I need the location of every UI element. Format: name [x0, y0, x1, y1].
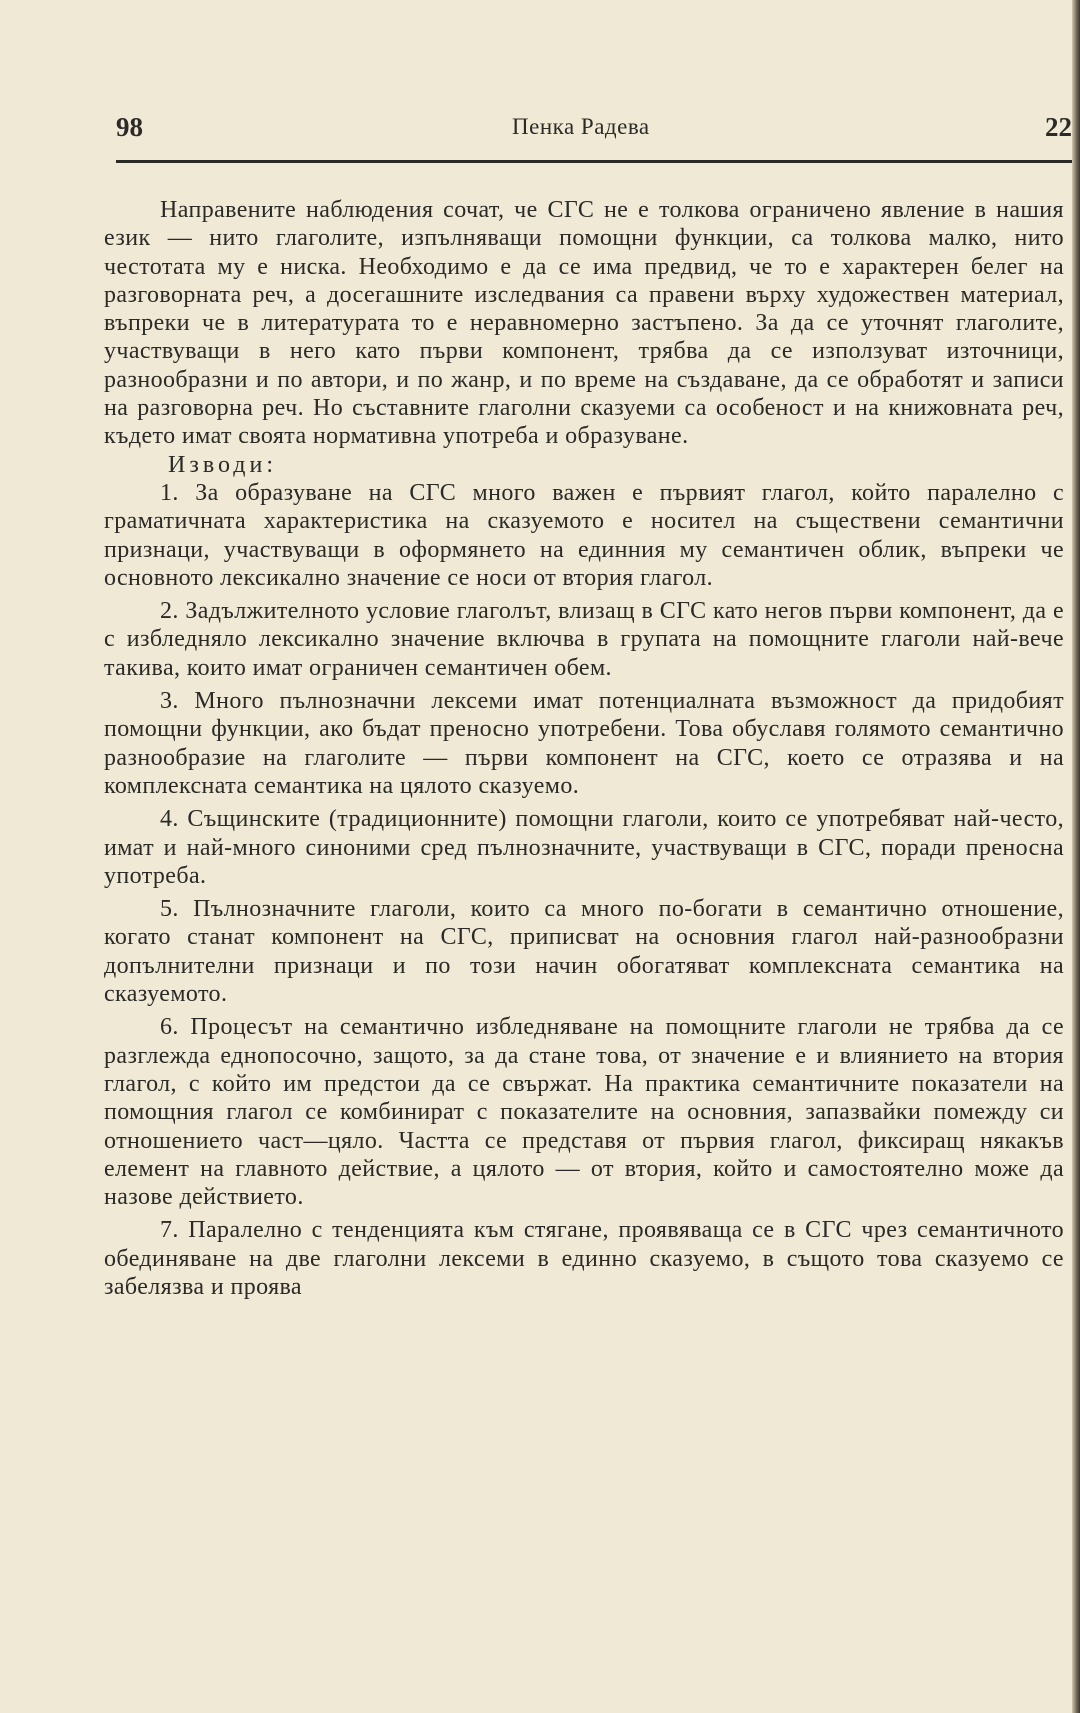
- conclusion-point-3: 3. Много пълнозначни лексеми имат потенциалната възможност да придобият помощни функции, ако бъдат преносно употребени. Това обуславя голямото семантично разнообразие на глаголите — първи компонент на СГС, което се отразява и на комплексната семантика на цялото сказуемо.: [104, 688, 1064, 799]
- header-rule: [116, 160, 1072, 163]
- corner-number: 22: [1045, 112, 1072, 142]
- conclusion-point-6: 6. Процесът на семантично избледняване на помощните глаголи не трябва да се разглежда еднопосочно, защото, за да стане това, от значение е и влиянието на втория глагол, с който им предстои да се свържат. На практика семантичните показатели на помощния глагол се комбинират с показателите на основния, запазвайки помежду си отношението част—цяло. Частта се представя от първия глагол, фиксиращ някакъв елемент на главното действие, а цялото — от втория, който и самостоятелно може да назове действието.: [104, 1014, 1064, 1211]
- conclusion-point-7: 7. Паралелно с тенденцията към стягане, проявяваща се в СГС чрез семантичното обединяване на две глаголни лексеми в единно сказуемо, в същото това сказуемо се забелязва и проява: [104, 1217, 1064, 1300]
- running-title: Пенка Радева: [512, 114, 650, 139]
- conclusion-point-4: 4. Същинските (традиционните) помощни глаголи, които се употребяват най-често, имат и най-много синоними сред пълнозначните, участвуващи в СГС, поради преносна употреба.: [104, 806, 1064, 889]
- conclusion-point-5: 5. Пълнозначните глаголи, които са много по-богати в семантично отношение, когато станат компонент на СГС, приписват на основния глагол най-разнообразни допълнителни признаци и по този начин обогатяват комплексната семантика на сказуемото.: [104, 896, 1064, 1008]
- conclusion-point-1: 1. За образуване на СГС много важен е първият глагол, който паралелно с граматичната характеристика на сказуемото е носител на съществени семантични признаци, участвуващи в оформянето на единния му семантичен облик, въпреки че основното лексикално значение се носи от втория глагол.: [104, 479, 1064, 591]
- page-number: 98: [116, 112, 143, 142]
- body-text: [104, 196, 1064, 1301]
- page-edge-shadow: [1072, 0, 1080, 1713]
- conclusion-point-2: 2. Задължителното условие глаголът, влизащ в СГС като негов първи компонент, да е с избледняло лексикално значение включва в групата на помощните глаголи най-вече такива, които имат ограничен семантичен обем.: [104, 598, 1064, 681]
- page-header: [116, 112, 1076, 152]
- conclusions-heading: Изводи:: [168, 451, 278, 478]
- intro-paragraph: Направените наблюдения сочат, че СГС не е толкова ограничено явление в нашия език — нито глаголите, изпълняващи помощни функции, са толкова малко, нито честотата му е ниска. Необходимо е да се има предвид, че то е характерен белег на разговорната реч, а досегашните изследвания са правени върху художествен материал, въпреки че в литературата то е неравномерно застъпено. За да се уточнят глаголите, участвуващи в него като първи компонент, трябва да се използуват източници, разнообразни и по автори, и по жанр, и по време на създаване, да се обработят и записи на разговорна реч. Но съставните глаголни сказуеми са особеност и на книжовната реч, където имат своята нормативна употреба и образуване.: [104, 197, 1064, 450]
